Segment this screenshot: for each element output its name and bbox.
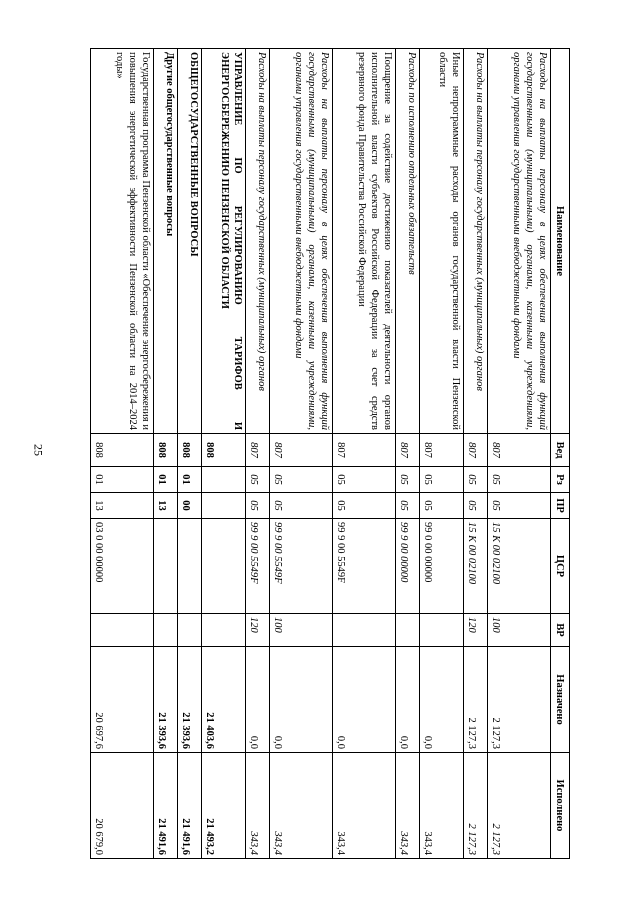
cell-csr: 15 К 00 02100 xyxy=(487,519,550,614)
cell-ved: 808 xyxy=(202,434,246,467)
header-executed: Исполнено xyxy=(551,753,570,859)
cell-csr xyxy=(178,519,202,614)
cell-name: ОБЩЕГОСУДАРСТВЕННЫЕ ВОПРОСЫ xyxy=(178,49,202,434)
table-row xyxy=(333,49,396,859)
rotated-table-wrapper xyxy=(90,48,570,858)
page-number: 25 xyxy=(31,444,46,456)
cell-pr xyxy=(202,493,246,519)
cell-assigned: 20 697,6 xyxy=(91,647,154,753)
cell-vr xyxy=(178,614,202,647)
cell-rz: 01 xyxy=(154,467,178,493)
cell-name: УПРАВЛЕНИЕ ПО РЕГУЛИРОВАНИЮ ТАРИФОВ И ЭНЕРГОСБЕРЕЖЕНИЮ ПЕНЗЕНСКОЙ ОБЛАСТИ xyxy=(202,49,246,434)
cell-ved: 807 xyxy=(245,434,269,467)
cell-name: Расходы на выплаты персоналу государственных (муниципальных) органов xyxy=(463,49,487,434)
cell-executed: 2 127,3 xyxy=(487,753,550,859)
cell-csr: 99 0 00 00000 xyxy=(420,519,464,614)
cell-vr xyxy=(333,614,396,647)
cell-name: Расходы на выплаты персоналу в целях обеспечения выполнения функций государственными (муниципальными) органами, казенными учреждениями, органами управления государственными внебюджетными фондами xyxy=(269,49,332,434)
header-pr: ПР xyxy=(551,493,570,519)
cell-pr: 13 xyxy=(91,493,154,519)
cell-ved: 808 xyxy=(91,434,154,467)
cell-name: Другие общегосударственные вопросы xyxy=(154,49,178,434)
cell-assigned: 0,0 xyxy=(333,647,396,753)
cell-pr: 05 xyxy=(396,493,420,519)
cell-vr xyxy=(202,614,246,647)
cell-pr: 05 xyxy=(487,493,550,519)
cell-name: Иные непрограммные расходы органов государственной власти Пензенской области xyxy=(420,49,464,434)
cell-pr: 05 xyxy=(463,493,487,519)
cell-csr: 99 9 00 5549F xyxy=(269,519,332,614)
cell-executed: 343,4 xyxy=(245,753,269,859)
cell-vr xyxy=(396,614,420,647)
cell-rz: 05 xyxy=(333,467,396,493)
cell-executed: 343,4 xyxy=(269,753,332,859)
cell-pr: 05 xyxy=(245,493,269,519)
cell-assigned: 0,0 xyxy=(396,647,420,753)
cell-name: Поощрение за содействие достижению показателей деятельности органов исполнительной власти субъектов Российской Федерации за счет средств резервного фонда Правительства Российской Федерации xyxy=(333,49,396,434)
cell-vr xyxy=(420,614,464,647)
table-row xyxy=(245,49,269,859)
header-rz: Рз xyxy=(551,467,570,493)
table-row xyxy=(178,49,202,859)
cell-rz: 05 xyxy=(463,467,487,493)
cell-assigned: 21 393,6 xyxy=(154,647,178,753)
cell-assigned: 2 127,3 xyxy=(487,647,550,753)
cell-executed: 21 493,2 xyxy=(202,753,246,859)
table-row xyxy=(202,49,246,859)
table-row xyxy=(269,49,332,859)
header-vr: ВР xyxy=(551,614,570,647)
cell-ved: 808 xyxy=(154,434,178,467)
budget-table xyxy=(90,48,570,859)
table-row xyxy=(420,49,464,859)
header-ved: Вед xyxy=(551,434,570,467)
cell-rz: 01 xyxy=(178,467,202,493)
cell-pr: 05 xyxy=(420,493,464,519)
cell-name: Расходы на выплаты персоналу в целях обеспечения выполнения функций государственными (муниципальными) органами, казенными учреждениями, органами управления государственными внебюджетными фондами xyxy=(487,49,550,434)
cell-rz: 05 xyxy=(269,467,332,493)
cell-executed: 21 491,6 xyxy=(178,753,202,859)
table-row xyxy=(154,49,178,859)
rotated-table-frame xyxy=(90,48,570,858)
cell-vr: 120 xyxy=(245,614,269,647)
cell-ved: 807 xyxy=(420,434,464,467)
cell-name: Расходы по исполнению отдельных обязательств xyxy=(396,49,420,434)
header-assigned: Назначено xyxy=(551,647,570,753)
cell-vr: 100 xyxy=(269,614,332,647)
cell-executed: 343,4 xyxy=(396,753,420,859)
cell-name: Расходы на выплаты персоналу государственных (муниципальных) органов xyxy=(245,49,269,434)
cell-csr xyxy=(154,519,178,614)
cell-vr xyxy=(91,614,154,647)
cell-rz: 05 xyxy=(487,467,550,493)
cell-pr: 05 xyxy=(269,493,332,519)
cell-ved: 808 xyxy=(178,434,202,467)
table-body xyxy=(91,49,551,859)
cell-assigned: 21 403,6 xyxy=(202,647,246,753)
cell-ved: 807 xyxy=(463,434,487,467)
table-row xyxy=(487,49,550,859)
cell-csr: 03 0 00 00000 xyxy=(91,519,154,614)
cell-assigned: 0,0 xyxy=(269,647,332,753)
cell-executed: 343,4 xyxy=(420,753,464,859)
header-csr: ЦСР xyxy=(551,519,570,614)
cell-ved: 807 xyxy=(396,434,420,467)
cell-pr: 13 xyxy=(154,493,178,519)
cell-rz: 05 xyxy=(396,467,420,493)
cell-csr: 99 9 00 00000 xyxy=(396,519,420,614)
cell-ved: 807 xyxy=(487,434,550,467)
cell-assigned: 21 393,6 xyxy=(178,647,202,753)
cell-assigned: 2 127,3 xyxy=(463,647,487,753)
cell-csr: 99 9 00 5549F xyxy=(333,519,396,614)
cell-csr: 15 К 00 02100 xyxy=(463,519,487,614)
cell-rz xyxy=(202,467,246,493)
table-row xyxy=(396,49,420,859)
cell-vr: 120 xyxy=(463,614,487,647)
cell-csr: 99 9 00 5549F xyxy=(245,519,269,614)
cell-executed: 21 491,6 xyxy=(154,753,178,859)
table-row xyxy=(91,49,154,859)
cell-executed: 20 679,0 xyxy=(91,753,154,859)
cell-executed: 343,4 xyxy=(333,753,396,859)
cell-csr xyxy=(202,519,246,614)
cell-rz: 05 xyxy=(245,467,269,493)
cell-ved: 807 xyxy=(333,434,396,467)
cell-assigned: 0,0 xyxy=(245,647,269,753)
cell-vr xyxy=(154,614,178,647)
cell-assigned: 0,0 xyxy=(420,647,464,753)
table-header-row xyxy=(551,49,570,859)
cell-pr: 05 xyxy=(333,493,396,519)
cell-pr: 00 xyxy=(178,493,202,519)
cell-executed: 2 127,3 xyxy=(463,753,487,859)
cell-vr: 100 xyxy=(487,614,550,647)
table-row xyxy=(463,49,487,859)
cell-rz: 05 xyxy=(420,467,464,493)
cell-ved: 807 xyxy=(269,434,332,467)
cell-rz: 01 xyxy=(91,467,154,493)
cell-name: Государственная программа Пензенской области «Обеспечение энергосбережения и повышения энергетической эффективности Пензенской области на 2014–2024 годы» xyxy=(91,49,154,434)
header-name: Наименование xyxy=(551,49,570,434)
